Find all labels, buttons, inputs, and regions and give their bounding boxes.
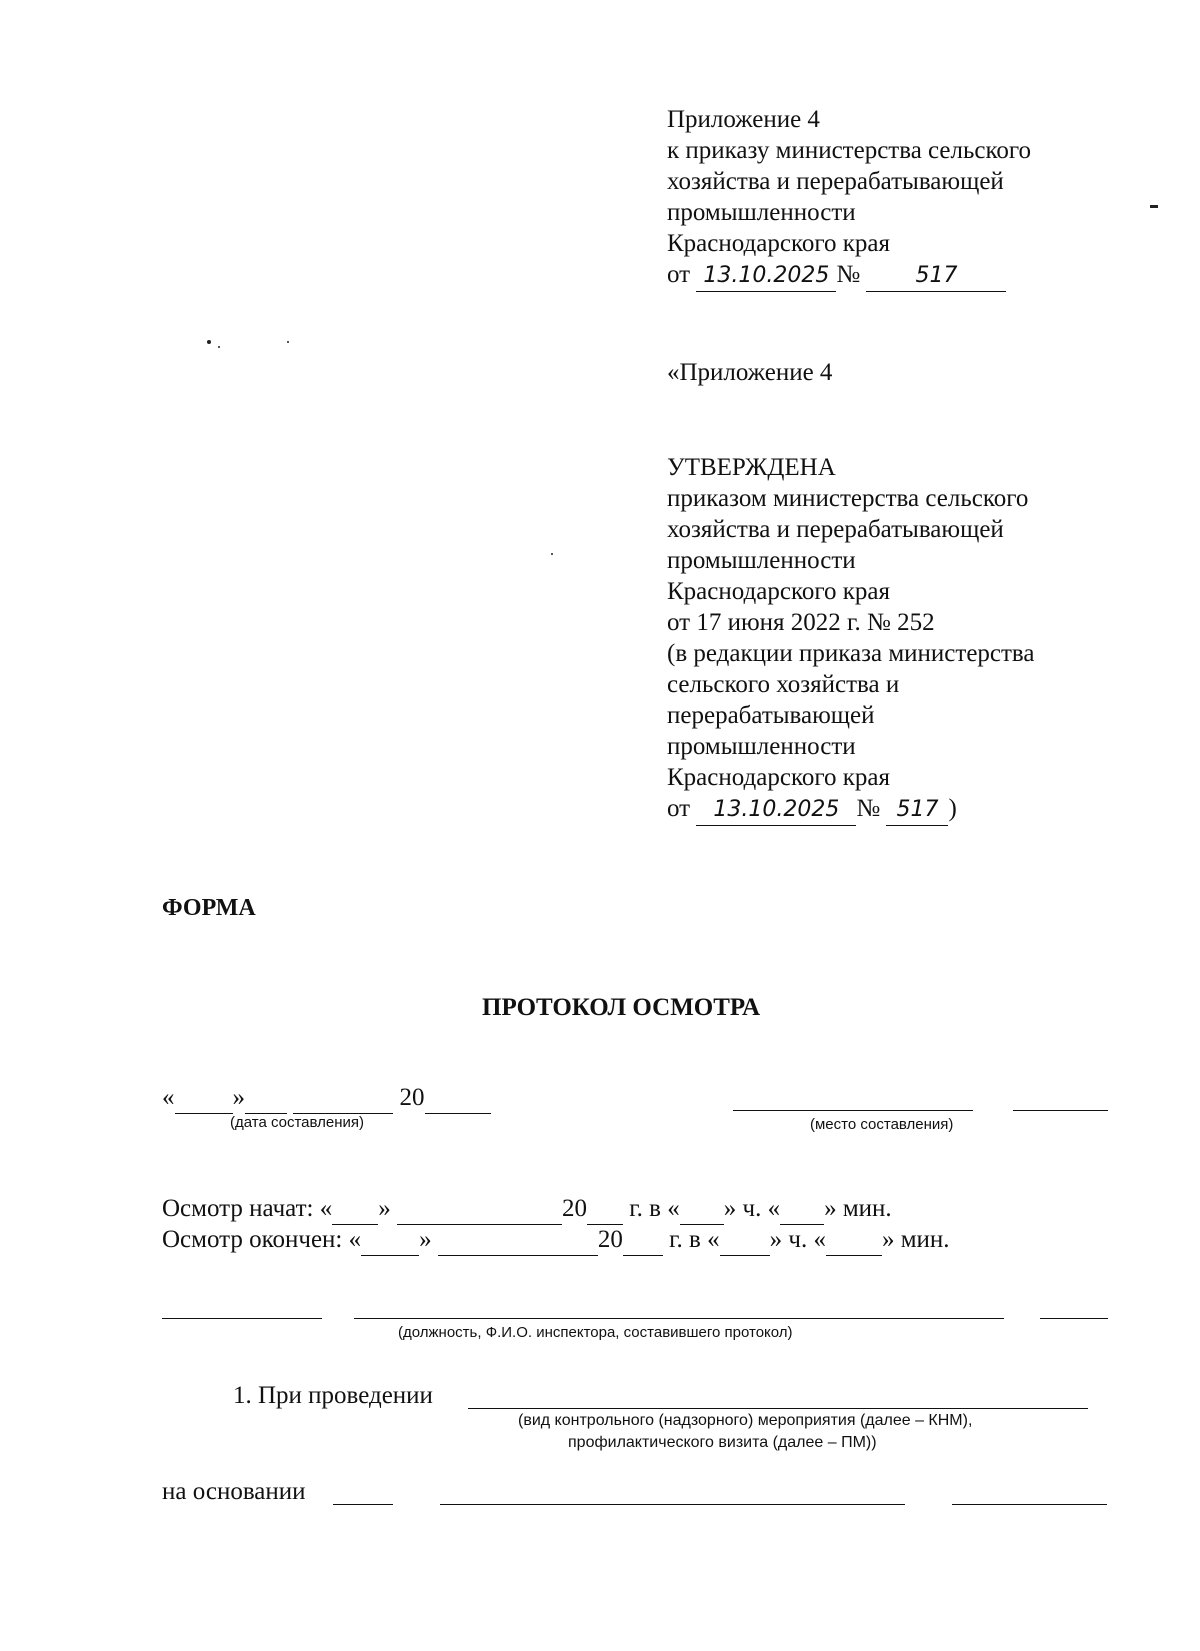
approved-line-3: промышленности [667,547,856,574]
scan-mark [287,341,289,343]
inspection-ended-line [162,1224,950,1256]
scan-mark [551,553,553,555]
approved-line-9: промышленности [667,733,856,760]
date-close-quote: » [232,1084,245,1111]
appendix-line-3: промышленности [667,199,856,226]
ended-year-field [623,1224,663,1256]
approved-line-4: Краснодарского края [667,578,890,605]
basis-label: на основании [162,1478,306,1505]
appendix-number-value: 517 [915,263,958,288]
ended-minutes: » мин. [881,1226,950,1253]
clause1-caption-1: (вид контрольного (надзорного) мероприятия (далее – КНМ), [518,1412,973,1429]
place-caption: (место составления) [810,1116,954,1133]
place-field-extension [1013,1110,1108,1111]
basis-field-2 [440,1504,905,1505]
appendix-title: Приложение 4 [667,106,820,133]
approved-heading: УТВЕРЖДЕНА [667,454,836,481]
started-month-field [397,1193,562,1225]
ended-hours: » ч. « [769,1226,826,1253]
started-hour-field [680,1193,724,1225]
approved-line-10: Краснодарского края [667,764,890,791]
ended-close-quote: » [419,1226,432,1253]
approved-line-6: (в редакции приказа министерства [667,640,1035,667]
form-label: ФОРМА [162,895,256,921]
ended-year-prefix: 20 [597,1226,623,1253]
date-row [162,1082,491,1114]
approved-date-value: 13.10.2025 [713,797,840,822]
basis-field-1 [333,1504,393,1505]
date-month-field [293,1082,393,1114]
approved-closing: ) [948,795,957,822]
scan-mark [207,340,211,344]
started-close-quote: » [378,1195,391,1222]
appendix-number-field [866,259,1006,292]
started-year-prefix: 20 [562,1195,587,1222]
protocol-title: ПРОТОКОЛ ОСМОТРА [482,994,761,1021]
scan-mark [218,346,220,348]
approved-line-8: перерабатывающей [667,702,875,729]
ended-label: Осмотр окончен: « [162,1226,362,1253]
approved-number-value: 517 [896,797,939,822]
approved-block [667,452,1035,826]
ended-month-field [438,1224,598,1256]
approved-date-field [696,793,856,826]
started-year-field [587,1193,623,1225]
place-field [733,1110,973,1111]
appendix-number-sign: № [836,261,861,288]
ended-year-suffix: г. в « [669,1226,720,1253]
started-minute-field [780,1193,824,1225]
started-day-field [332,1193,378,1225]
basis-field-3 [952,1504,1107,1505]
started-year-suffix: г. в « [629,1195,680,1222]
approved-number-sign: № [856,795,881,822]
approved-line-1: приказом министерства сельского [667,485,1029,512]
appendix-quote: «Приложение 4 [667,359,833,386]
ended-day-field [361,1224,419,1256]
approved-date-prefix: от [667,795,691,822]
ended-hour-field [720,1224,770,1256]
inspection-started-line [162,1193,892,1225]
inspector-field-left [162,1318,322,1319]
started-minutes: » мин. [824,1195,892,1222]
started-hours: » ч. « [723,1195,781,1222]
date-year-prefix: 20 [399,1084,425,1111]
date-year-field [425,1082,491,1114]
inspector-caption: (должность, Ф.И.О. инспектора, составившего протокол) [398,1324,793,1341]
inspector-field-extension [1040,1318,1108,1319]
appendix-date-line [667,259,1031,292]
appendix-line-4: Краснодарского края [667,230,890,257]
ended-minute-field [826,1224,882,1256]
appendix-date-value: 13.10.2025 [703,263,830,288]
appendix-date-field [696,259,836,292]
approved-date-line [667,793,1035,826]
scan-mark [1150,205,1158,208]
approved-number-field [886,793,948,826]
appendix-date-prefix: от [667,261,691,288]
approved-line-7: сельского хозяйства и [667,671,900,698]
clause1-field [468,1408,1088,1409]
started-label: Осмотр начат: « [162,1195,333,1222]
appendix-block [667,104,1031,292]
approved-line-5: от 17 июня 2022 г. № 252 [667,609,935,636]
date-caption: (дата составления) [230,1114,365,1131]
clause1-label: 1. При проведении [233,1382,433,1409]
clause1-caption-2: профилактического визита (далее – ПМ)) [568,1434,877,1451]
inspector-field [354,1318,1004,1319]
date-gap-field [245,1082,287,1114]
date-open-quote: « [162,1084,175,1111]
approved-line-2: хозяйства и перерабатывающей [667,516,1004,543]
appendix-line-1: к приказу министерства сельского [667,137,1032,164]
date-day-field [175,1082,233,1114]
appendix-line-2: хозяйства и перерабатывающей [667,168,1004,195]
